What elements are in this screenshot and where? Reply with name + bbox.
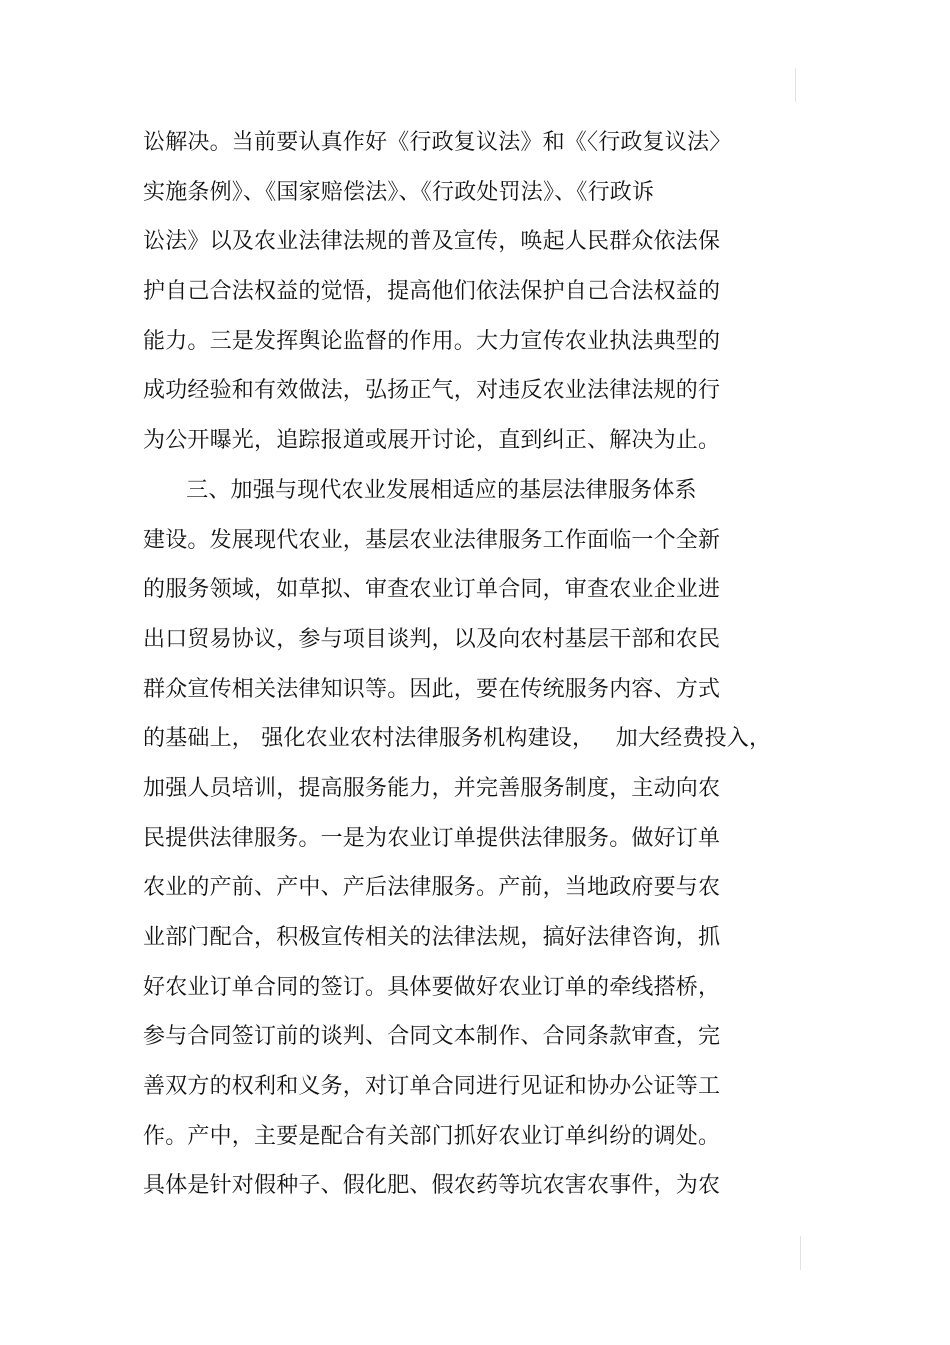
text-line: 出口贸易协议，参与项目谈判，以及向农村基层干部和农民 xyxy=(143,626,721,652)
text-line: 参与合同签订前的谈判、合同文本制作、合同条款审查，完 xyxy=(143,1024,721,1050)
text-line: 讼法》以及农业法律法规的普及宣传，唤起人民群众依法保 xyxy=(143,229,721,255)
text-line: 善双方的权利和义务，对订单合同进行见证和协办公证等工 xyxy=(143,1074,721,1100)
text-line: 的服务领域，如草拟、审查农业订单合同，审查农业企业进 xyxy=(143,577,721,603)
text-line: 护自己合法权益的觉悟，提高他们依法保护自己合法权益的 xyxy=(143,279,721,305)
text-line: 作。产中，主要是配合有关部门抓好农业订单纠纷的调处。 xyxy=(143,1123,721,1149)
text-line: 好农业订单合同的签订。具体要做好农业订单的牵线搭桥， xyxy=(143,974,721,1000)
text-line: 成功经验和有效做法，弘扬正气，对违反农业法律法规的行 xyxy=(143,378,721,404)
text-line: 民提供法律服务。一是为农业订单提供法律服务。做好订单 xyxy=(143,825,721,851)
text-line: 农业的产前、产中、产后法律服务。产前，当地政府要与农 xyxy=(143,875,721,901)
text-line: 为公开曝光，追踪报道或展开讨论，直到纠正、解决为止。 xyxy=(143,428,721,454)
text-line: 讼解决。当前要认真作好《行政复议法》和《〈行政复议法〉 xyxy=(143,130,732,155)
text-line: 实施条例》、《国家赔偿法》、《行政处罚法》、《行政诉 xyxy=(143,179,655,205)
text-line: 建设。发展现代农业，基层农业法律服务工作面临一个全新 xyxy=(143,527,721,553)
section-heading-line: 三、加强与现代农业发展相适应的基层法律服务体系 xyxy=(143,477,697,503)
page-corner-mark-top xyxy=(795,68,796,102)
text-line: 能力。三是发挥舆论监督的作用。大力宣传农业执法典型的 xyxy=(143,328,721,354)
text-line: 具体是针对假种子、假化肥、假农药等坑农害农事件，为农 xyxy=(143,1173,721,1199)
text-line: 业部门配合，积极宣传相关的法律法规，搞好法律咨询，抓 xyxy=(143,925,721,950)
page-corner-mark-bottom xyxy=(800,1236,801,1270)
text-line: 群众宣传相关法律知识等。因此，要在传统服务内容、方式 xyxy=(143,676,721,702)
text-line: 加强人员培训，提高服务能力，并完善服务制度，主动向农 xyxy=(143,775,721,801)
text-line: 的基础上， 强化农业农村法律服务机构建设， 加大经费投入， xyxy=(143,726,772,752)
document-body xyxy=(143,118,803,1211)
